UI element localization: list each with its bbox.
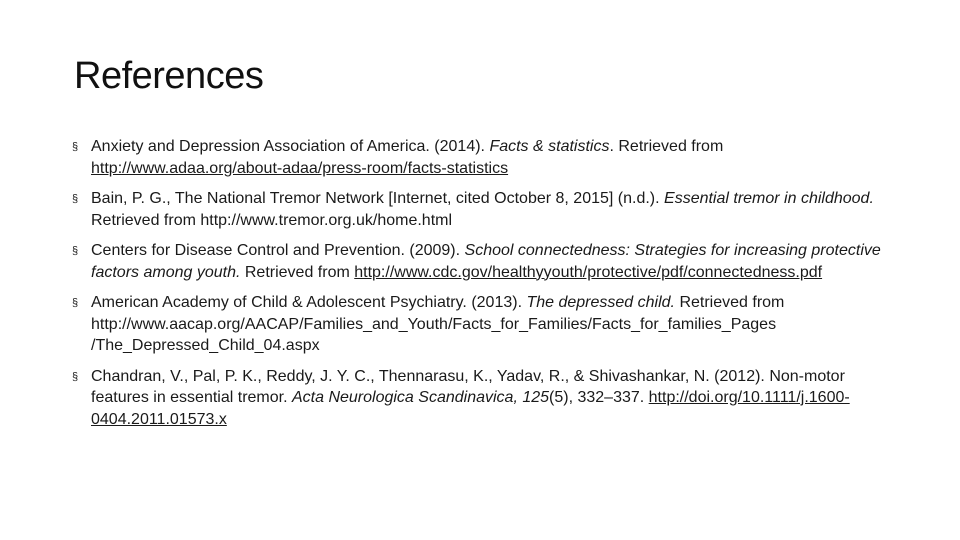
reference-link[interactable]: http://www.cdc.gov/healthyyouth/protective/pdf/connectedness.pdf bbox=[354, 263, 823, 281]
reference-lead: American Academy of Child & Adolescent Psychiatry. (2013). bbox=[91, 294, 527, 311]
reference-item bbox=[72, 136, 902, 179]
bullet-icon: § bbox=[72, 245, 79, 257]
reference-lead: Centers for Disease Control and Prevention. (2009). bbox=[91, 242, 465, 259]
reference-title: School connectedness: Strategies for increasing protective factors among youth. bbox=[91, 242, 881, 281]
reference-lead: Bain, P. G., The National Tremor Network [Internet, cited October 8, 2015] (n.d.). bbox=[91, 190, 665, 207]
reference-item bbox=[72, 188, 902, 231]
reference-item bbox=[72, 292, 902, 357]
reference-title: Facts & statistics bbox=[489, 138, 610, 155]
bullet-icon: § bbox=[72, 297, 79, 309]
bullet-icon: § bbox=[72, 141, 79, 153]
reference-after: (5), 332–337. bbox=[549, 389, 649, 406]
reference-lead: Chandran, V., Pal, P. K., Reddy, J. Y. C., Thennarasu, K., Yadav, R., & Shivashankar, N. (2012). Non-motor features in essential tremor. bbox=[91, 367, 845, 406]
reference-item bbox=[72, 240, 902, 283]
reference-after: Retrieved from http://www.tremor.org.uk/home.html bbox=[91, 211, 453, 229]
reference-after: Retrieved from http://www.aacap.org/AACAP/Families_and_Youth/Facts_for_Families/Facts_for_families_Pages /The_Depressed_Child_04.aspx bbox=[91, 294, 785, 354]
reference-after: Retrieved from bbox=[240, 263, 355, 281]
reference-link[interactable]: http://www.adaa.org/about-adaa/press-room/facts-statistics bbox=[91, 159, 509, 177]
reference-after: . Retrieved from bbox=[609, 138, 724, 155]
references-list bbox=[72, 136, 902, 439]
reference-title: Essential tremor in childhood. bbox=[664, 190, 874, 207]
reference-title: Acta Neurologica Scandinavica, 125 bbox=[291, 389, 550, 406]
reference-item bbox=[72, 366, 902, 431]
reference-lead: Anxiety and Depression Association of America. (2014). bbox=[91, 138, 490, 155]
reference-title: The depressed child. bbox=[526, 294, 675, 311]
reference-link[interactable]: http://doi.org/10.1111/j.1600-0404.2011.01573.x bbox=[91, 389, 850, 428]
bullet-icon: § bbox=[72, 193, 79, 205]
bullet-icon: § bbox=[72, 370, 79, 383]
slide-title: References bbox=[74, 55, 264, 97]
